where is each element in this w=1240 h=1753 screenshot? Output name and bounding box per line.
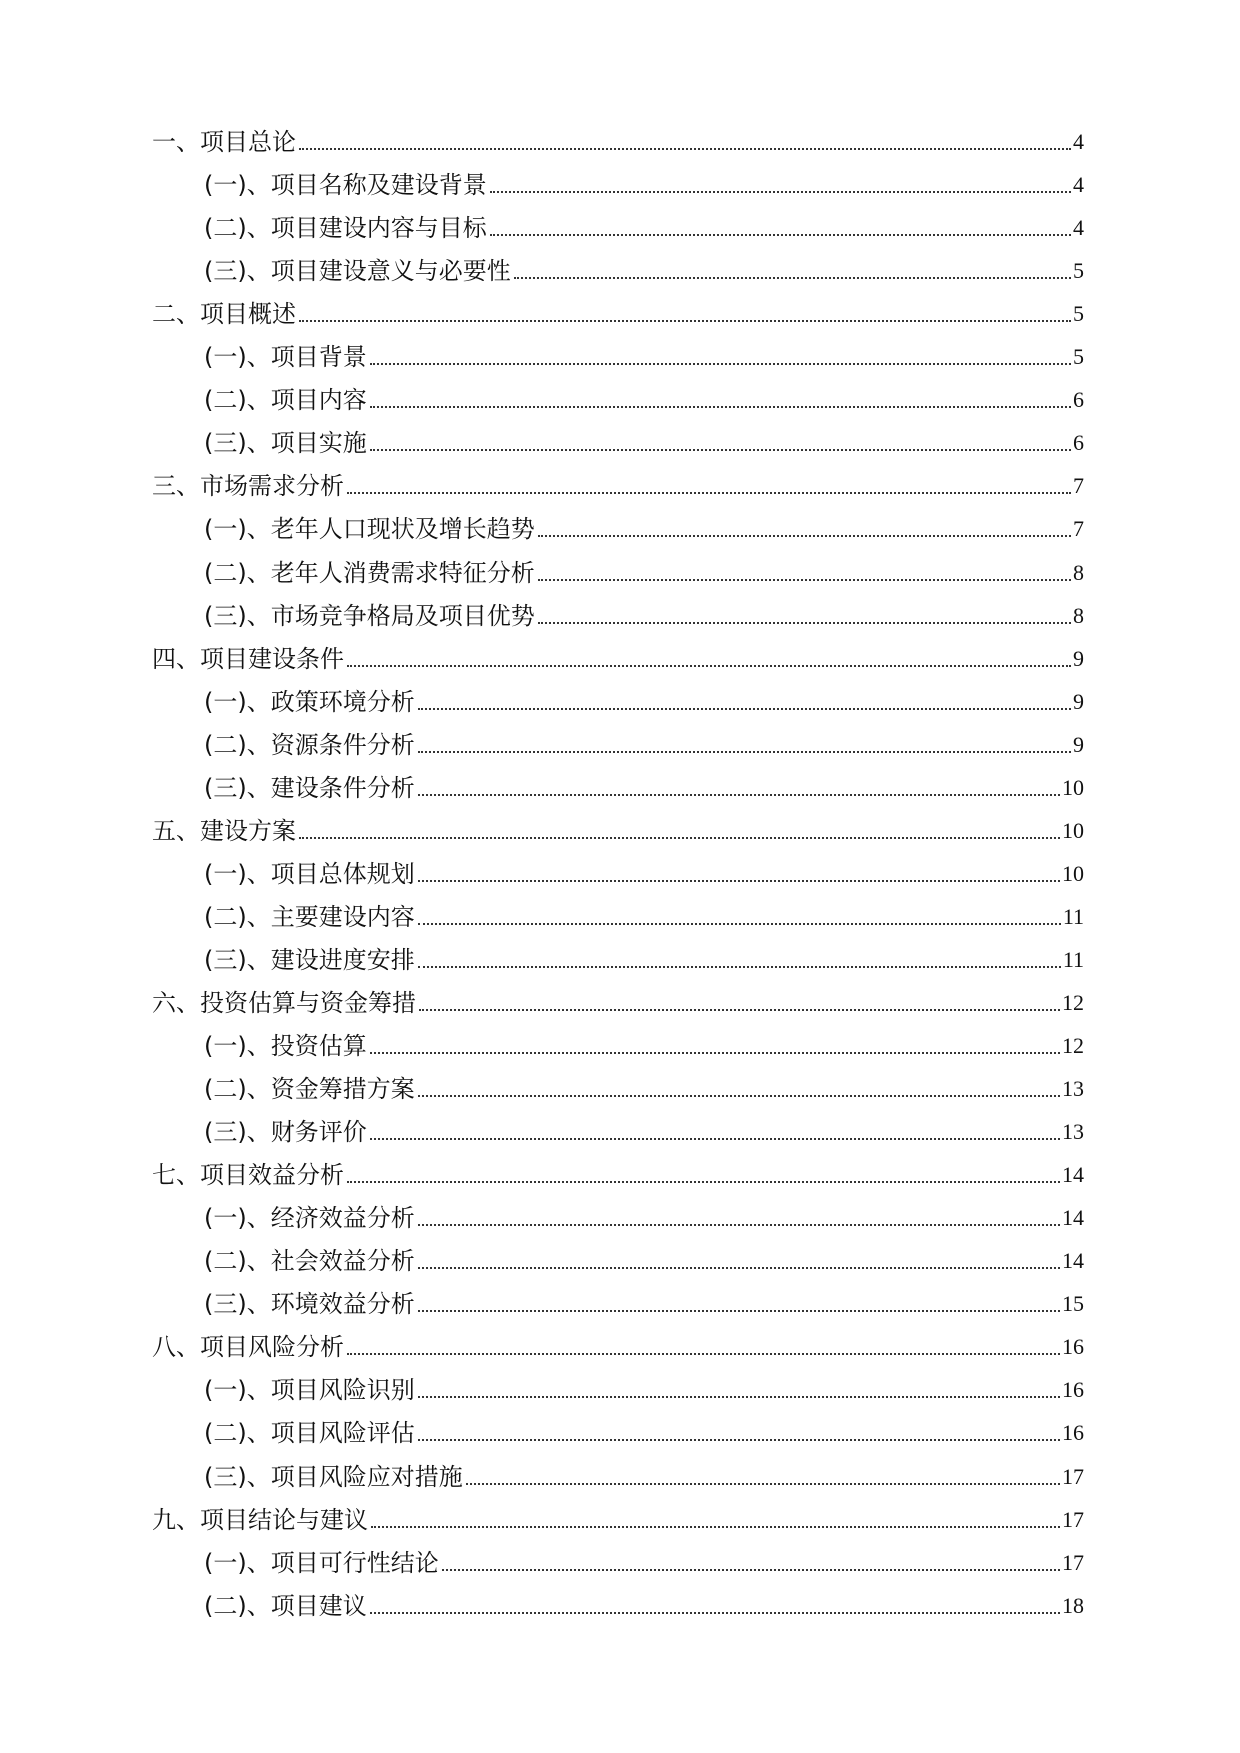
toc-entry-page-number: 4 xyxy=(1073,172,1084,198)
toc-entry-title: 二、项目概述 xyxy=(152,300,296,329)
toc-entry-page-number: 14 xyxy=(1062,1162,1084,1188)
toc-entry-title: (二)、项目内容 xyxy=(204,386,367,415)
toc-section-entry[interactable] xyxy=(152,1110,1084,1153)
toc-section-entry[interactable] xyxy=(152,895,1084,938)
toc-entry-title: 八、项目风险分析 xyxy=(152,1333,344,1362)
toc-entry-title: (一)、项目总体规划 xyxy=(204,859,415,888)
toc-entry-page-number: 17 xyxy=(1062,1463,1084,1489)
toc-chapter-entry[interactable] xyxy=(152,809,1084,852)
toc-entry-page-number: 9 xyxy=(1073,688,1084,714)
toc-section-entry[interactable] xyxy=(152,335,1084,378)
toc-entry-title: (二)、项目建设内容与目标 xyxy=(204,214,487,243)
toc-section-entry[interactable] xyxy=(152,1196,1084,1239)
toc-entry-title: (一)、投资估算 xyxy=(204,1032,367,1061)
toc-entry-page-number: 5 xyxy=(1073,344,1084,370)
toc-section-entry[interactable] xyxy=(152,1541,1084,1584)
toc-section-entry[interactable] xyxy=(152,1411,1084,1454)
dot-leader xyxy=(466,1483,1060,1485)
dot-leader xyxy=(538,579,1071,581)
dot-leader xyxy=(418,1310,1060,1312)
toc-section-entry[interactable] xyxy=(152,766,1084,809)
toc-section-entry[interactable] xyxy=(152,249,1084,292)
toc-section-entry[interactable] xyxy=(152,1454,1084,1497)
dot-leader xyxy=(418,794,1060,796)
dot-leader xyxy=(299,320,1071,322)
toc-entry-page-number: 10 xyxy=(1062,774,1084,800)
toc-entry-title: (一)、项目风险识别 xyxy=(204,1376,415,1405)
toc-entry-page-number: 9 xyxy=(1073,731,1084,757)
toc-entry-title: (三)、项目实施 xyxy=(204,429,367,458)
toc-section-entry[interactable] xyxy=(152,1368,1084,1411)
dot-leader xyxy=(299,837,1060,839)
dot-leader xyxy=(514,277,1071,279)
toc-section-entry[interactable] xyxy=(152,421,1084,464)
toc-entry-page-number: 17 xyxy=(1062,1549,1084,1575)
toc-entry-page-number: 5 xyxy=(1073,258,1084,284)
toc-entry-title: (二)、社会效益分析 xyxy=(204,1247,415,1276)
dot-leader xyxy=(419,1009,1060,1011)
toc-section-entry[interactable] xyxy=(152,852,1084,895)
dot-leader xyxy=(418,1095,1060,1097)
dot-leader xyxy=(370,449,1071,451)
toc-section-entry[interactable] xyxy=(152,507,1084,550)
toc-section-entry[interactable] xyxy=(152,206,1084,249)
toc-entry-title: (一)、项目可行性结论 xyxy=(204,1548,439,1577)
toc-entry-title: (一)、老年人口现状及增长趋势 xyxy=(204,515,535,544)
toc-chapter-entry[interactable] xyxy=(152,1498,1084,1541)
toc-entry-title: (二)、项目建议 xyxy=(204,1591,367,1620)
toc-entry-title: 七、项目效益分析 xyxy=(152,1161,344,1190)
toc-entry-title: 四、项目建设条件 xyxy=(152,644,344,673)
toc-entry-title: (三)、环境效益分析 xyxy=(204,1290,415,1319)
toc-entry-page-number: 6 xyxy=(1073,430,1084,456)
dot-leader xyxy=(418,1396,1060,1398)
toc-section-entry[interactable] xyxy=(152,594,1084,637)
dot-leader xyxy=(299,148,1071,150)
toc-section-entry[interactable] xyxy=(152,938,1084,981)
toc-section-entry[interactable] xyxy=(152,1239,1084,1282)
dot-leader xyxy=(418,1224,1060,1226)
dot-leader xyxy=(418,1439,1060,1441)
toc-entry-title: (三)、项目风险应对措施 xyxy=(204,1462,463,1491)
toc-entry-page-number: 13 xyxy=(1062,1076,1084,1102)
toc-entry-page-number: 16 xyxy=(1062,1377,1084,1403)
toc-entry-page-number: 13 xyxy=(1062,1119,1084,1145)
toc-entry-page-number: 16 xyxy=(1062,1420,1084,1446)
toc-section-entry[interactable] xyxy=(152,723,1084,766)
toc-entry-page-number: 8 xyxy=(1073,602,1084,628)
toc-entry-title: (三)、项目建设意义与必要性 xyxy=(204,257,511,286)
toc-chapter-entry[interactable] xyxy=(152,120,1084,163)
toc-entry-title: (二)、资源条件分析 xyxy=(204,730,415,759)
toc-entry-page-number: 17 xyxy=(1062,1506,1084,1532)
toc-chapter-entry[interactable] xyxy=(152,292,1084,335)
dot-leader xyxy=(538,535,1071,537)
toc-entry-page-number: 15 xyxy=(1062,1291,1084,1317)
dot-leader xyxy=(490,234,1071,236)
toc-chapter-entry[interactable] xyxy=(152,637,1084,680)
toc-entry-title: (三)、市场竞争格局及项目优势 xyxy=(204,601,535,630)
toc-chapter-entry[interactable] xyxy=(152,1153,1084,1196)
dot-leader xyxy=(418,708,1071,710)
toc-entry-title: (一)、项目背景 xyxy=(204,343,367,372)
toc-entry-title: 六、投资估算与资金筹措 xyxy=(152,988,416,1017)
toc-entry-page-number: 14 xyxy=(1062,1205,1084,1231)
dot-leader xyxy=(347,1181,1060,1183)
dot-leader xyxy=(418,751,1071,753)
toc-section-entry[interactable] xyxy=(152,1282,1084,1325)
toc-entry-page-number: 18 xyxy=(1062,1592,1084,1618)
toc-section-entry[interactable] xyxy=(152,163,1084,206)
toc-section-entry[interactable] xyxy=(152,680,1084,723)
toc-entry-page-number: 5 xyxy=(1073,301,1084,327)
table-of-contents xyxy=(152,120,1084,1627)
toc-chapter-entry[interactable] xyxy=(152,981,1084,1024)
dot-leader xyxy=(490,191,1071,193)
toc-entry-page-number: 12 xyxy=(1062,989,1084,1015)
toc-chapter-entry[interactable] xyxy=(152,464,1084,507)
toc-section-entry[interactable] xyxy=(152,1067,1084,1110)
toc-entry-title: (三)、建设条件分析 xyxy=(204,773,415,802)
dot-leader xyxy=(442,1569,1060,1571)
toc-entry-title: (一)、经济效益分析 xyxy=(204,1204,415,1233)
toc-entry-page-number: 4 xyxy=(1073,129,1084,155)
toc-section-entry[interactable] xyxy=(152,1024,1084,1067)
dot-leader xyxy=(371,1526,1060,1528)
toc-entry-title: (三)、建设进度安排 xyxy=(204,945,415,974)
toc-section-entry[interactable] xyxy=(152,550,1084,593)
toc-entry-title: (二)、老年人消费需求特征分析 xyxy=(204,558,535,587)
dot-leader xyxy=(370,406,1071,408)
toc-entry-page-number: 7 xyxy=(1073,516,1084,542)
toc-entry-page-number: 7 xyxy=(1073,473,1084,499)
toc-entry-page-number: 10 xyxy=(1062,817,1084,843)
toc-entry-page-number: 4 xyxy=(1073,215,1084,241)
dot-leader xyxy=(370,1612,1060,1614)
dot-leader xyxy=(347,492,1071,494)
toc-entry-title: (二)、资金筹措方案 xyxy=(204,1075,415,1104)
toc-entry-page-number: 6 xyxy=(1073,387,1084,413)
dot-leader xyxy=(347,665,1071,667)
toc-chapter-entry[interactable] xyxy=(152,1325,1084,1368)
toc-entry-title: (一)、项目名称及建设背景 xyxy=(204,171,487,200)
dot-leader xyxy=(370,363,1071,365)
toc-entry-title: 九、项目结论与建议 xyxy=(152,1505,368,1534)
toc-entry-title: (一)、政策环境分析 xyxy=(204,687,415,716)
toc-entry-page-number: 9 xyxy=(1073,645,1084,671)
toc-entry-page-number: 11 xyxy=(1062,903,1084,929)
toc-entry-page-number: 11 xyxy=(1062,946,1084,972)
dot-leader xyxy=(418,880,1060,882)
toc-entry-title: (三)、财务评价 xyxy=(204,1118,367,1147)
toc-entry-page-number: 8 xyxy=(1073,559,1084,585)
dot-leader xyxy=(370,1138,1060,1140)
toc-section-entry[interactable] xyxy=(152,1584,1084,1627)
toc-entry-page-number: 14 xyxy=(1062,1248,1084,1274)
toc-entry-page-number: 10 xyxy=(1062,860,1084,886)
toc-section-entry[interactable] xyxy=(152,378,1084,421)
toc-entry-title: 三、市场需求分析 xyxy=(152,472,344,501)
toc-entry-title: (二)、主要建设内容 xyxy=(204,902,415,931)
toc-entry-page-number: 16 xyxy=(1062,1334,1084,1360)
dot-leader xyxy=(418,966,1061,968)
toc-entry-title: 一、项目总论 xyxy=(152,128,296,157)
toc-entry-title: (二)、项目风险评估 xyxy=(204,1419,415,1448)
toc-entry-title: 五、建设方案 xyxy=(152,816,296,845)
dot-leader xyxy=(347,1353,1060,1355)
dot-leader xyxy=(418,923,1061,925)
dot-leader xyxy=(418,1267,1060,1269)
dot-leader xyxy=(370,1052,1060,1054)
dot-leader xyxy=(538,622,1071,624)
toc-entry-page-number: 12 xyxy=(1062,1033,1084,1059)
